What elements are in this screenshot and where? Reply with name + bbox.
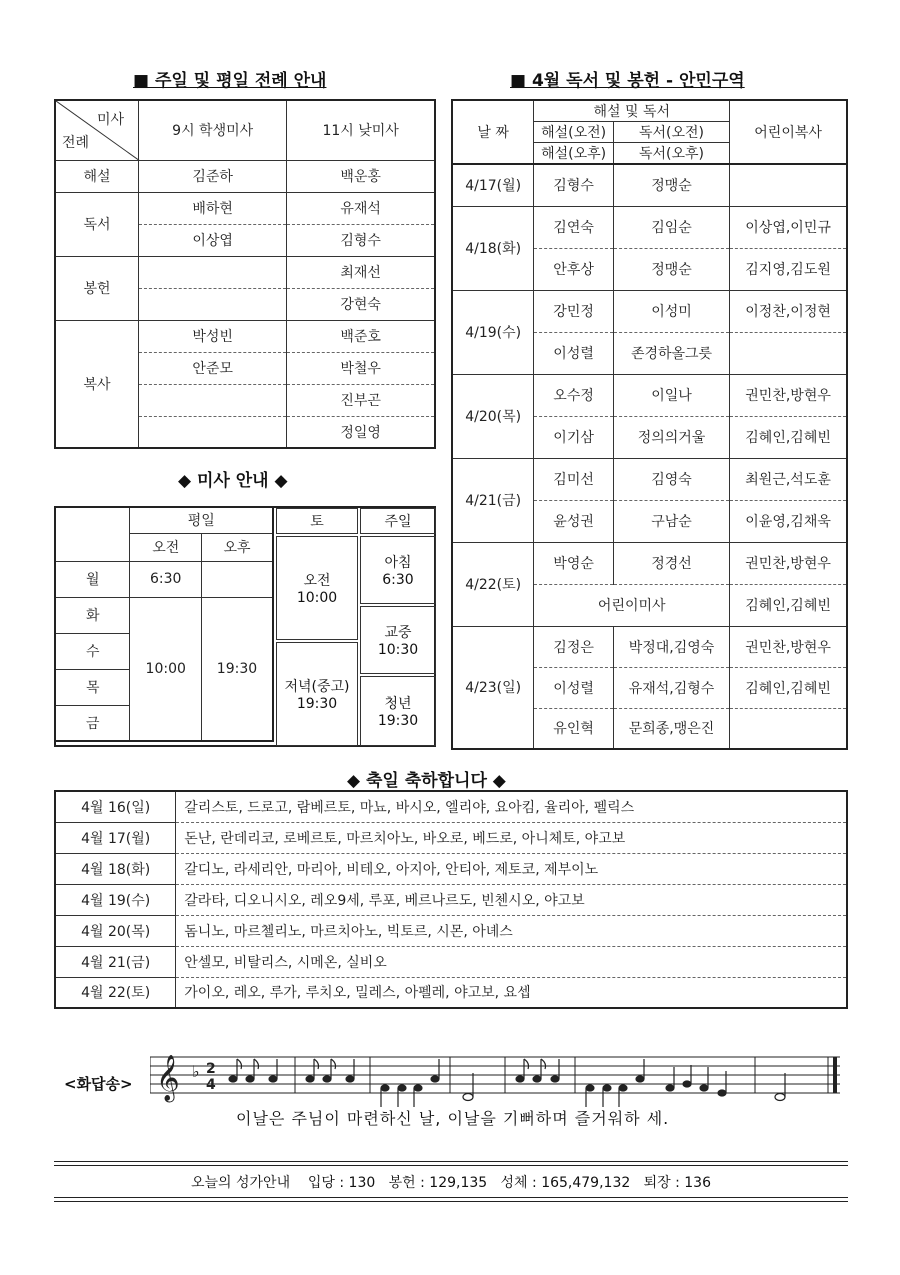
cell: 김형수 [534,164,614,206]
cell: 김형수 [287,224,435,256]
cell: 유재석 [287,192,435,224]
psalm-label: <화답송> [64,1075,133,1093]
cell: 김연숙 [534,206,614,248]
cell [730,708,847,749]
cell: 박성빈 [139,320,287,352]
day-fri: 금 [55,705,130,741]
sun-morning: 아침 6:30 [360,536,436,604]
cell [139,256,287,288]
cell: 김임순 [613,206,729,248]
cell: 정의의거울 [613,416,729,458]
role-altar-server: 복사 [55,320,139,448]
date-0421: 4/21(금) [452,458,534,542]
cell: 김혜인,김혜빈 [730,667,847,708]
feast-names: 돈난, 란데리코, 로베르토, 마르치아노, 바오로, 베드로, 아니체토, 야고보 [176,822,847,853]
cell: 구남순 [613,500,729,542]
cell: 진부곤 [287,384,435,416]
hymn-top-rule-1 [54,1161,848,1162]
hymn-bottom-rule-2 [54,1201,848,1202]
cell: 김정은 [534,626,614,667]
cell: 박영순 [534,542,614,584]
cell [730,332,847,374]
mass-weekday-table [54,506,274,742]
role-reading: 독서 [55,192,139,256]
feast-date: 4월 20(목) [55,915,176,946]
pm-header: 오후 [201,533,273,561]
cell: 이성렬 [534,332,614,374]
col-11am-mass: 11시 낮미사 [287,100,435,160]
am-header: 오전 [130,533,201,561]
date-0420: 4/20(목) [452,374,534,458]
header-altar-server: 어린이복사 [730,100,847,164]
feast-names: 갈리스토, 드로고, 람베르토, 마뇨, 바시오, 엘리야, 요아킴, 율리아, 펠릭스 [176,791,847,822]
svg-text:♭: ♭ [192,1062,200,1081]
sun-header: 주일 [360,508,436,534]
cell: 백준호 [287,320,435,352]
cell: 정일영 [287,416,435,448]
feast-date: 4월 16(일) [55,791,176,822]
cell [139,384,287,416]
reading-title: ■ 4월 독서 및 봉헌 - 안민구역 [510,71,745,91]
cell: 안후상 [534,248,614,290]
feast-table [54,790,848,1009]
feast-date: 4월 22(토) [55,977,176,1008]
role-offertory: 봉헌 [55,256,139,320]
sun-main: 교중 10:30 [360,606,436,674]
cell: 김혜인,김혜빈 [730,584,847,626]
cell [730,164,847,206]
header-read-pm: 독서(오후) [613,143,729,165]
sat-header: 토 [276,508,358,534]
feast-names: 돔니노, 마르첼리노, 마르치아노, 빅토르, 시몬, 아녜스 [176,915,847,946]
cell: 정맹순 [613,164,729,206]
weekday-pm-time: 19:30 [201,597,273,741]
hymn-guide: 오늘의 성가안내 입당 : 130 봉헌 : 129,135 성체 : 165,479,132 퇴장 : 136 [190,1175,712,1191]
cell [139,416,287,448]
day-mon: 월 [55,561,130,597]
cell: 이상엽 [139,224,287,256]
header-group: 해설 및 독서 [534,100,730,122]
header-read-am: 독서(오전) [613,122,729,143]
liturgy-table [54,99,436,449]
cell: 최재선 [287,256,435,288]
cell: 존경하올그릇 [613,332,729,374]
cell [139,288,287,320]
cell: 정맹순 [613,248,729,290]
date-0423: 4/23(일) [452,626,534,749]
cell: 강민정 [534,290,614,332]
cell: 이상엽,이민규 [730,206,847,248]
cell: 강현숙 [287,288,435,320]
header-diagonal-cell [55,100,139,160]
date-0419: 4/19(수) [452,290,534,374]
cell: 안준모 [139,352,287,384]
feast-date: 4월 19(수) [55,884,176,915]
childrens-mass: 어린이미사 [534,584,730,626]
mon-am-time: 6:30 [130,561,201,597]
feast-title: ◆ 축일 축하합니다 ◆ [347,771,506,791]
sat-pm: 저녁(중고) 19:30 [276,642,358,746]
feast-date: 4월 17(월) [55,822,176,853]
reading-table [451,99,848,750]
role-commentary: 해설 [55,160,139,192]
feast-date: 4월 18(화) [55,853,176,884]
sun-youth: 청년 19:30 [360,676,436,746]
cell: 권민찬,방현우 [730,374,847,416]
header-comm-pm: 해설(오후) [534,143,614,165]
cell: 배하현 [139,192,287,224]
feast-names: 안셀모, 비탈리스, 시메온, 실비오 [176,946,847,977]
feast-names: 갈라타, 디오니시오, 레오9세, 루포, 베르나르도, 빈첸시오, 야고보 [176,884,847,915]
header-role: 전례 [62,134,90,151]
cell: 이정찬,이정현 [730,290,847,332]
date-0422: 4/22(토) [452,542,534,626]
sat-am: 오전 10:00 [276,536,358,640]
cell: 이성미 [613,290,729,332]
date-0417: 4/17(월) [452,164,534,206]
cell: 김지영,김도원 [730,248,847,290]
header-date: 날 짜 [452,100,534,164]
music-staff [150,1045,840,1111]
cell: 유인혁 [534,708,614,749]
mass-info-title: ◆ 미사 안내 ◆ [178,471,288,491]
liturgy-title: ■ 주일 및 평일 전례 안내 [133,71,327,91]
cell: 최원근,석도훈 [730,458,847,500]
hymn-top-rule-2 [54,1165,848,1166]
cell: 김준하 [139,160,287,192]
cell: 이윤영,김채욱 [730,500,847,542]
svg-text:4: 4 [206,1077,216,1093]
hymn-bottom-rule-1 [54,1197,848,1198]
cell: 윤성권 [534,500,614,542]
cell: 문희종,맹은진 [613,708,729,749]
cell: 박정대,김영숙 [613,626,729,667]
cell: 백운홍 [287,160,435,192]
header-mass: 미사 [97,112,125,128]
cell: 권민찬,방현우 [730,542,847,584]
cell: 오수정 [534,374,614,416]
date-0418: 4/18(화) [452,206,534,290]
cell: 권민찬,방현우 [730,626,847,667]
cell: 정경선 [613,542,729,584]
svg-text:𝄞: 𝄞 [156,1055,180,1101]
svg-text:2: 2 [206,1061,216,1077]
col-9am-mass: 9시 학생미사 [139,100,287,160]
cell: 이성렬 [534,667,614,708]
cell: 이기삼 [534,416,614,458]
corner-cell [55,507,130,561]
day-thu: 목 [55,669,130,705]
weekday-header: 평일 [130,507,273,533]
cell: 김미선 [534,458,614,500]
cell: 유재석,김형수 [613,667,729,708]
cell: 이일나 [613,374,729,416]
cell: 박철우 [287,352,435,384]
psalm-lyrics: 이날은 주님이 마련하신 날, 이날을 기뻐하며 즐거워하 세. [236,1109,670,1128]
mon-pm-time [201,561,273,597]
feast-date: 4월 21(금) [55,946,176,977]
cell: 김영숙 [613,458,729,500]
feast-names: 가이오, 레오, 루가, 루치오, 밀레스, 아펠레, 야고보, 요셉 [176,977,847,1008]
header-comm-am: 해설(오전) [534,122,614,143]
day-wed: 수 [55,633,130,669]
feast-names: 갈디노, 라세리안, 마리아, 비테오, 아지아, 안티아, 제토코, 제부이노 [176,853,847,884]
cell: 김혜인,김혜빈 [730,416,847,458]
weekday-am-time: 10:00 [130,597,201,741]
day-tue: 화 [55,597,130,633]
